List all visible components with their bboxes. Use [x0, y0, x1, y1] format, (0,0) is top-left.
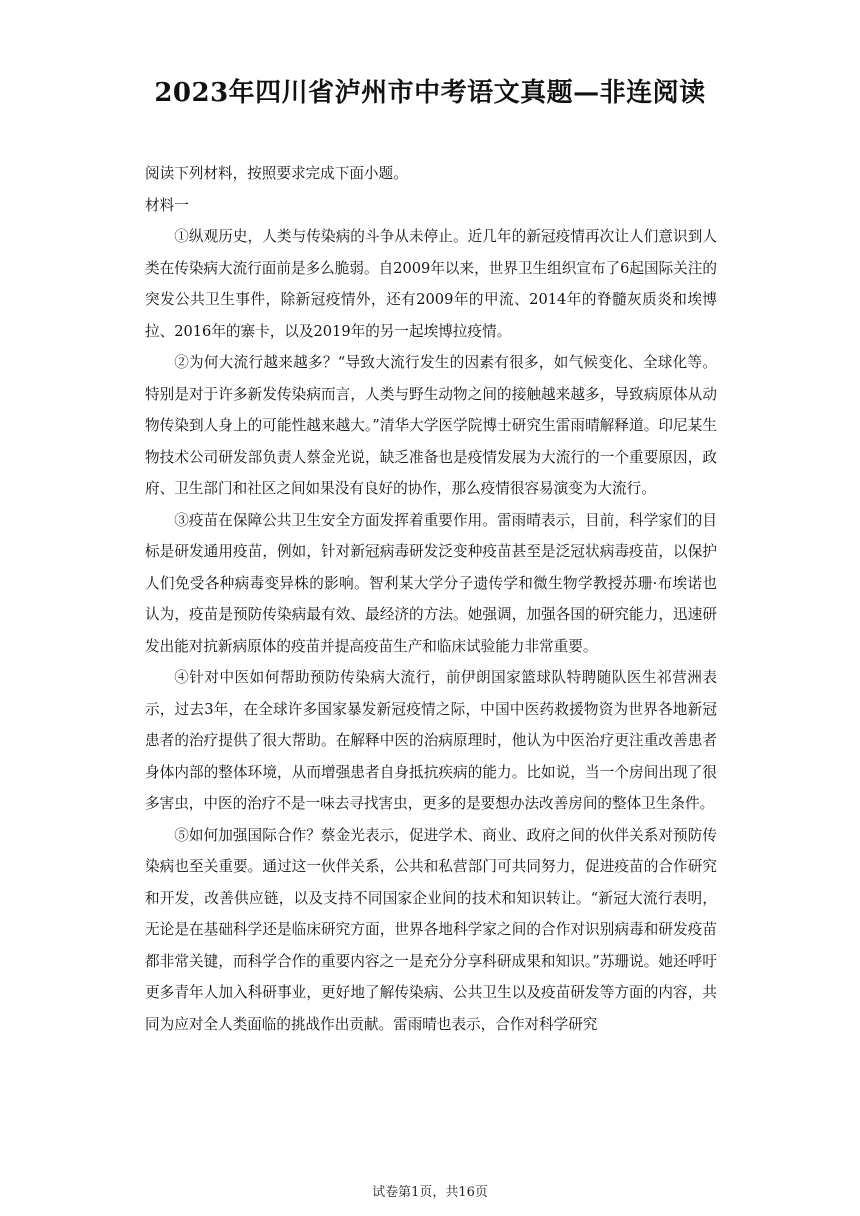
instruction-text: 阅读下列材料，按照要求完成下面小题。	[145, 165, 408, 182]
page-title: 2023年四川省泸州市中考语文真题—非连阅读	[154, 78, 706, 108]
reading-content	[145, 158, 717, 1040]
page-footer: 试卷第1页，共16页	[372, 1185, 488, 1200]
material-label: 材料一	[145, 196, 189, 214]
paragraph-1: ①纵观历史，人类与传染病的斗争从未停止。近几年的新冠疫情再次让人们意识到人类在传染病大流行面前是多么脆弱。自2009年以来，世界卫生组织宣布了6起国际关注的突发公共卫生事件，除新冠疫情外，还有2009年的甲流、2014年的脊髓灰质炎和埃博拉、2016年的寨卡，以及2019年的另一起埃博拉疫情。	[145, 228, 717, 340]
paragraph-5: ⑤如何加强国际合作？蔡金光表示，促进学术、商业、政府之间的伙伴关系对预防传染病也至关重要。通过这一伙伴关系，公共和私营部门可共同努力，促进疫苗的合作研究和开发，改善供应链，以及支持不同国家企业间的技术和知识转让。“新冠大流行表明，无论是在基础科学还是临床研究方面，世界各地科学家之间的合作对识别病毒和研发疫苗都非常关键，而科学合作的重要内容之一是充分分享科研成果和知识。”苏珊说。她还呼吁更多青年人加入科研事业，更好地了解传染病、公共卫生以及疫苗研发等方面的内容，共同为应对全人类面临的挑战作出贡献。雷雨晴也表示，合作对科学研究	[145, 826, 717, 1033]
paragraph-4: ④针对中医如何帮助预防传染病大流行，前伊朗国家篮球队特聘随队医生祁营洲表示，过去3年，在全球许多国家暴发新冠疫情之际，中国中医药救援物资为世界各地新冠患者的治疗提供了很大帮助。在解释中医的治病原理时，他认为中医治疗更注重改善患者身体内部的整体环境，从而增强患者自身抵抗疾病的能力。比如说，当一个房间出现了很多害虫，中医的治疗不是一味去寻找害虫，更多的是要想办法改善房间的整体卫生条件。	[145, 669, 717, 812]
paragraph-3: ③疫苗在保障公共卫生安全方面发挥着重要作用。雷雨晴表示，目前，科学家们的目标是研发通用疫苗，例如，针对新冠病毒研发泛变种疫苗甚至是泛冠状病毒疫苗，以保护人们免受各种病毒变异株的影响。智利某大学分子遗传学和微生物学教授苏珊·布埃诺也认为，疫苗是预防传染病最有效、最经济的方法。她强调，加强各国的研究能力，迅速研发出能对抗新病原体的疫苗并提高疫苗生产和临床试验能力非常重要。	[145, 511, 717, 655]
paragraph-2: ②为何大流行越来越多？“导致大流行发生的因素有很多，如气候变化、全球化等。特别是对于许多新发传染病而言，人类与野生动物之间的接触越来越多，导致病原体从动物传染到人身上的可能性越来越大。”清华大学医学院博士研究生雷雨晴解释道。印尼某生物技术公司研发部负责人蔡金光说，缺乏准备也是疫情发展为大流行的一个重要原因，政府、卫生部门和社区之间如果没有良好的协作，那么疫情很容易演变为大流行。	[145, 354, 717, 497]
